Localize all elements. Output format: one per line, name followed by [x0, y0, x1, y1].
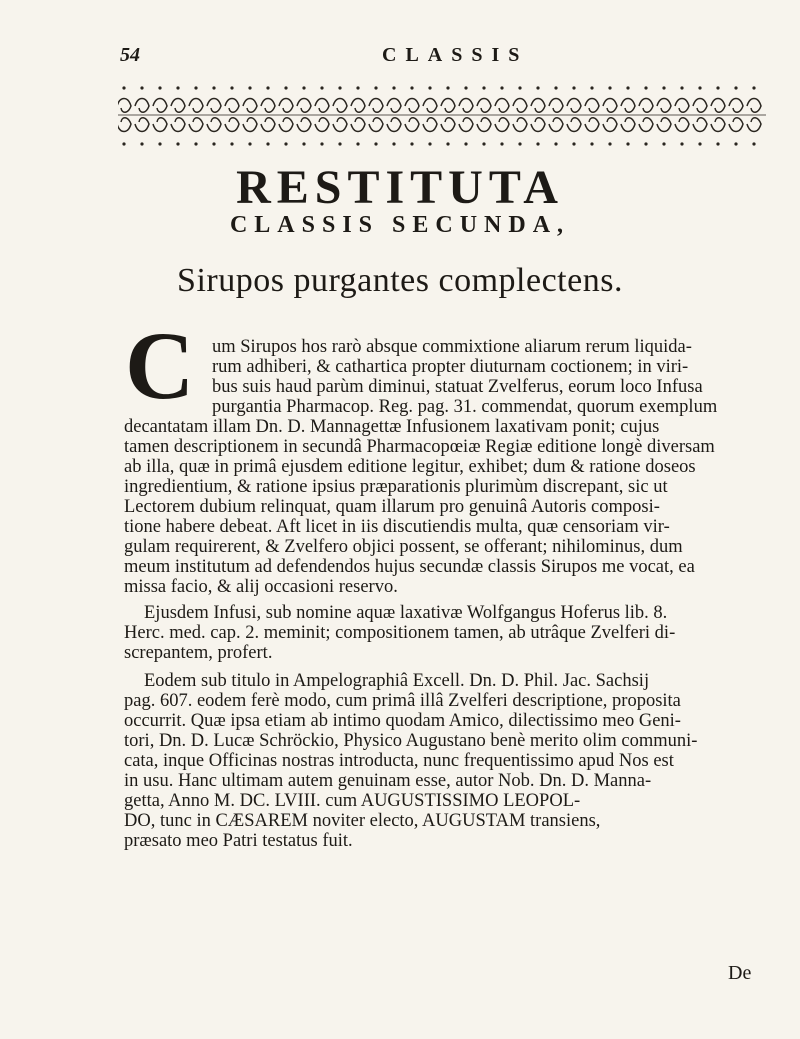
text-line: Eodem sub titulo in Ampelographiâ Excell. Dn. D. Phil. Jac. Sachsij	[144, 671, 650, 691]
text-line: Ejusdem Infusi, sub nomine aquæ laxativæ Wolfgangus Hoferus lib. 8.	[144, 603, 668, 623]
text-line: Herc. med. cap. 2. meminit; compositionem tamen, ab utrâque Zvelferi di-	[124, 623, 676, 643]
text-line: gulam requirerent, & Zvelfero objici possent, se offerant; nihilominus, dum	[124, 537, 683, 557]
text-line: DO, tunc in CÆSAREM noviter electo, AUGUSTAM transiens,	[124, 811, 601, 831]
text-line: Lectorem dubium relinquat, quam illarum pro genuinâ Autoris composi-	[124, 497, 660, 517]
text-line: meum institutum ad defendendos hujus secundæ classis Sirupos me vocat, ea	[124, 557, 695, 577]
running-head: CLASSIS	[382, 44, 529, 66]
text-line: screpantem, profert.	[124, 643, 273, 663]
text-line: ingredientium, & ratione ipsius præparationis plurimùm discrepant, sic ut	[124, 477, 668, 497]
text-line: bus suis haud parùm diminui, statuat Zvelferus, eorum loco Infusa	[212, 377, 703, 397]
text-line: tione habere debeat. Aft licet in iis discutiendis multa, quæ censoriam vir-	[124, 517, 670, 537]
text-line: tori, Dn. D. Lucæ Schröckio, Physico Augustano benè merito olim communi-	[124, 731, 698, 751]
text-line: pag. 607. eodem ferè modo, cum primâ illâ Zvelferi descriptione, proposita	[124, 691, 681, 711]
page-number: 54	[120, 44, 140, 66]
text-line: getta, Anno M. DC. LVIII. cum AUGUSTISSIMO LEOPOL-	[124, 791, 581, 811]
title-sub: CLASSIS SECUNDA,	[229, 212, 571, 238]
catchword: De	[728, 962, 752, 984]
text-line: in usu. Hanc ultimam autem genuinam esse, autor Nob. Dn. D. Manna-	[124, 771, 652, 791]
title-main: RESTITUTA	[236, 161, 564, 214]
drop-cap: C	[125, 312, 195, 419]
title-desc: Sirupos purgantes complectens.	[177, 262, 623, 299]
text-line: ab illa, quæ in primâ ejusdem editione legitur, exhibet; dum & ratione doseos	[124, 457, 696, 477]
text-line: decantatam illam Dn. D. Mannagettæ Infusionem laxativam ponit; cujus	[124, 417, 660, 437]
text-line: rum adhiberi, & cathartica propter diuturnam coctionem; in viri-	[212, 357, 689, 377]
text-line: præsato meo Patri testatus fuit.	[124, 831, 353, 851]
ornament-band	[118, 82, 766, 152]
text-line: purgantia Pharmacop. Reg. pag. 31. commendat, quorum exemplum	[212, 397, 718, 417]
text-line: missa facio, & alij occasioni reservo.	[124, 577, 398, 597]
text-line: cata, inque Officinas nostras introducta, nunc frequentissimo apud Nos est	[124, 751, 674, 771]
text-line: tamen descriptionem in secundâ Pharmacopœiæ Regiæ editione longè diversam	[124, 437, 715, 457]
text-line: occurrit. Quæ ipsa etiam ab intimo quodam Amico, dilectissimo meo Geni-	[124, 711, 681, 731]
text-line: um Sirupos hos rarò absque commixtione aliarum rerum liquida-	[212, 337, 692, 357]
